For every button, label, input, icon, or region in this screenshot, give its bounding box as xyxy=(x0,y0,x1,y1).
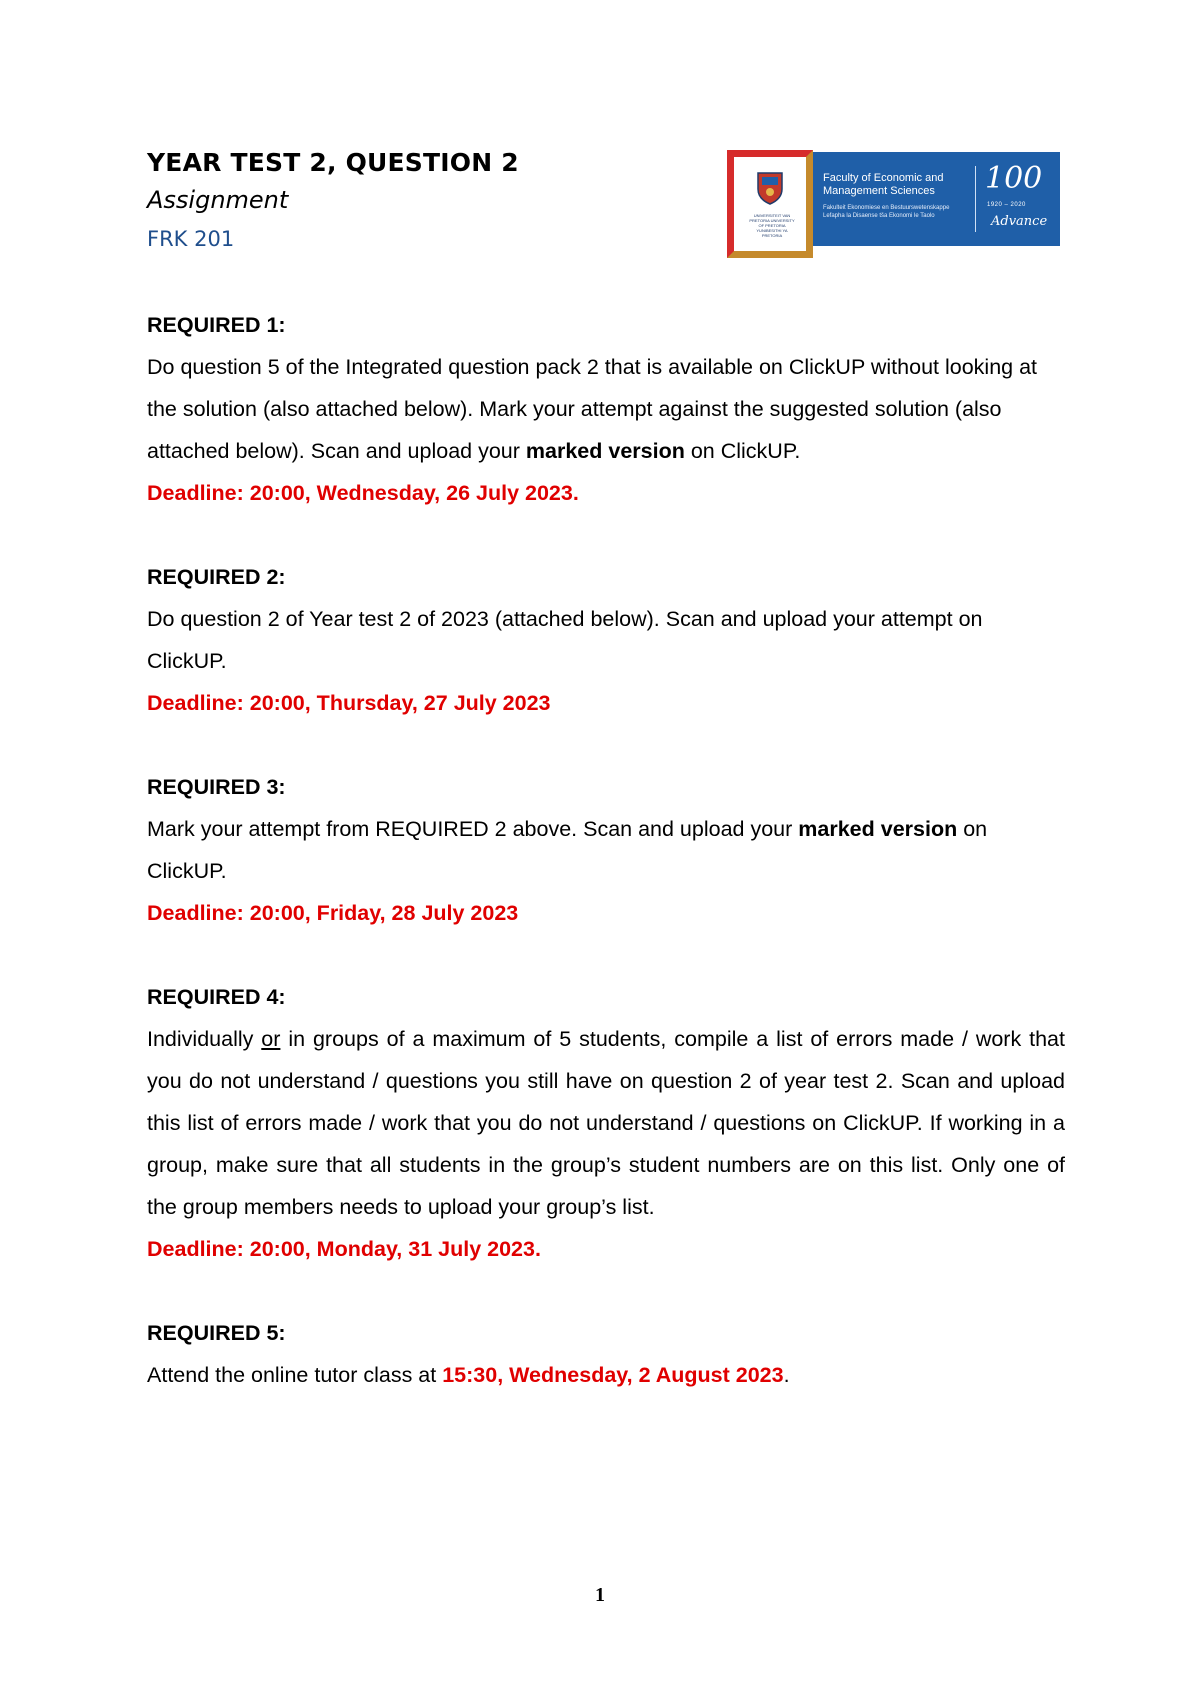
crest-text: UNIVERSITEIT VAN PRETORIA UNIVERSITY OF PRETORIA YUNIBESITHI YA PRETORIA xyxy=(749,213,795,238)
required-5-text xyxy=(147,1354,1065,1396)
document-title: YEAR TEST 2, QUESTION 2 xyxy=(147,148,519,177)
required-3-text xyxy=(147,808,1065,892)
required-4-text-end: in groups of a maximum of 5 students, compile a list of errors made / work that you do not understand / questions you still have on question 2 of year test 2. Scan and upload this list of errors made / work that you do not understand / questions on ClickUP. If working in a group, make sure that all students in the group’s student numbers are on this list. Only one of the group members needs to upload your group’s list. xyxy=(147,1027,1065,1219)
centenary-number: 100 xyxy=(985,161,1043,196)
required-1-section xyxy=(147,304,1065,514)
required-5-text-end: . xyxy=(783,1363,790,1387)
required-4-section xyxy=(147,976,1065,1270)
centenary-motto: Advance xyxy=(991,214,1048,229)
required-5-section xyxy=(147,1312,1065,1396)
required-2-heading: REQUIRED 2: xyxy=(147,565,286,589)
required-4-underlined-text: or xyxy=(261,1027,281,1051)
required-3-section xyxy=(147,766,1065,934)
required-3-text-part: Mark your attempt from REQUIRED 2 above. Scan and upload your xyxy=(147,817,799,841)
required-4-text xyxy=(147,1018,1065,1228)
required-5-heading: REQUIRED 5: xyxy=(147,1321,286,1345)
required-2-text: Do question 2 of Year test 2 of 2023 (attached below). Scan and upload your attempt on ClickUP. xyxy=(147,607,983,673)
required-1-bold-text: marked version xyxy=(525,439,685,463)
required-3-text-end: on ClickUP. xyxy=(147,817,988,883)
required-5-text-part: Attend the online tutor class at xyxy=(147,1363,443,1387)
faculty-name-sepedi: Lefapha la Disaense tša Ekonomi le Taolo xyxy=(823,213,935,219)
logo-banner xyxy=(813,152,1060,246)
document-subtitle: Assignment xyxy=(147,186,289,214)
required-1-deadline: Deadline: 20:00, Wednesday, 26 July 2023. xyxy=(147,481,579,505)
faculty-name-translations xyxy=(823,204,973,220)
university-crest-icon xyxy=(756,171,784,205)
required-2-deadline: Deadline: 20:00, Thursday, 27 July 2023 xyxy=(147,691,551,715)
title-block xyxy=(147,146,519,258)
required-3-deadline: Deadline: 20:00, Friday, 28 July 2023 xyxy=(147,901,519,925)
required-4-deadline: Deadline: 20:00, Monday, 31 July 2023. xyxy=(147,1237,541,1261)
required-4-text-part: Individually xyxy=(147,1027,262,1051)
logo-crest-frame xyxy=(727,150,813,258)
required-4-heading: REQUIRED 4: xyxy=(147,985,286,1009)
required-2-section xyxy=(147,556,1065,724)
faculty-name-afrikaans: Fakulteit Ekonomiese en Bestuurswetenskappe xyxy=(823,205,950,211)
centenary-years: 1920 – 2020 xyxy=(987,202,1026,208)
required-3-bold-text: marked version xyxy=(798,817,958,841)
required-1-text-part: Do question 5 of the Integrated question pack 2 that is available on ClickUP without looking at the solution (also attached below). Mark your attempt against the suggested solution (also attached below). Scan and upload your xyxy=(147,355,1038,463)
required-1-text-end: on ClickUP. xyxy=(684,439,801,463)
faculty-logo xyxy=(727,150,1060,258)
required-3-heading: REQUIRED 3: xyxy=(147,775,286,799)
assignment-content xyxy=(147,304,1065,1438)
course-code: FRK 201 xyxy=(147,227,235,251)
required-5-class-time: 15:30, Wednesday, 2 August 2023 xyxy=(442,1363,784,1387)
required-1-text xyxy=(147,346,1065,472)
logo-divider xyxy=(975,166,976,232)
required-1-heading: REQUIRED 1: xyxy=(147,313,286,337)
faculty-name: Faculty of Economic and Management Sciences xyxy=(823,172,944,197)
page-number: 1 xyxy=(595,1584,605,1606)
